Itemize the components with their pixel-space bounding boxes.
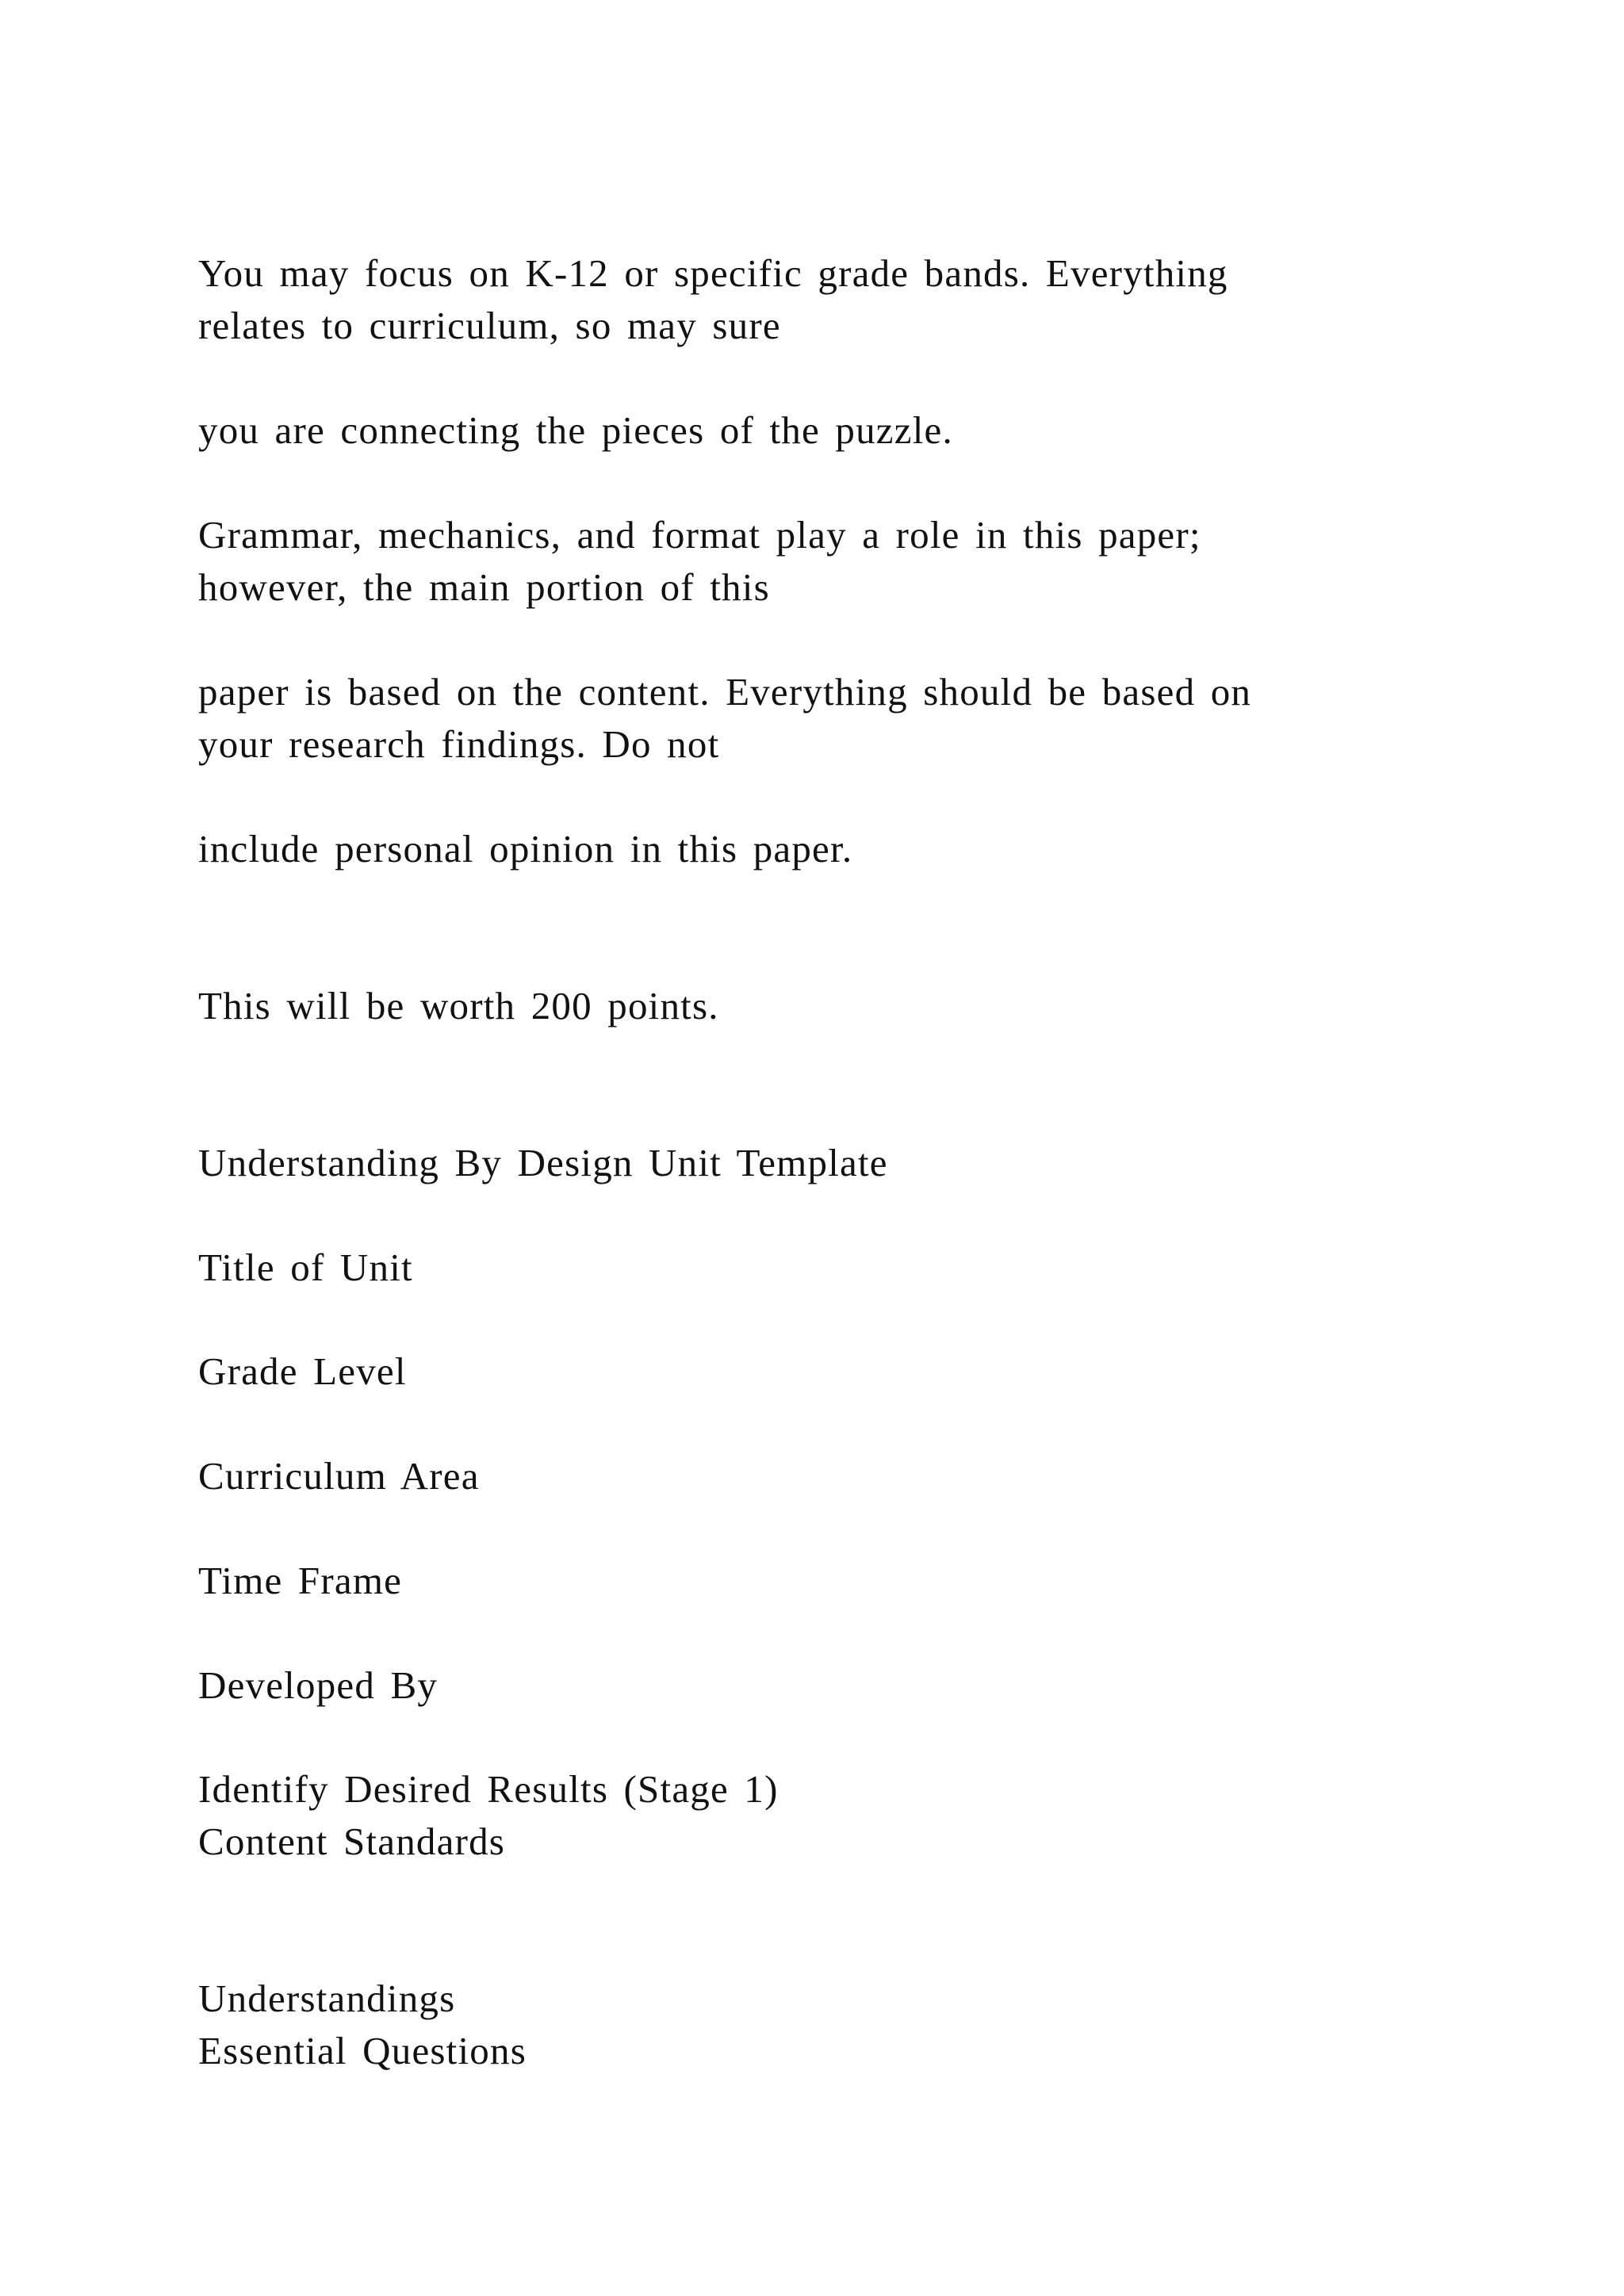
intro-paragraph-4-line-1: paper is based on the content. Everything should be based on (198, 670, 1252, 714)
title-of-unit-label: Title of Unit (198, 1246, 413, 1289)
content-standards-label: Content Standards (198, 1820, 506, 1863)
curriculum-area-label: Curriculum Area (198, 1454, 480, 1498)
intro-paragraph-2-line-1: you are connecting the pieces of the puzzle. (198, 408, 953, 452)
intro-paragraph-1-line-2: relates to curriculum, so may sure (198, 304, 781, 347)
essential-questions-label: Essential Questions (198, 2029, 527, 2072)
points-statement: This will be worth 200 points. (198, 984, 719, 1027)
intro-paragraph-3-line-1: Grammar, mechanics, and format play a role in this paper; (198, 513, 1201, 557)
template-heading: Understanding By Design Unit Template (198, 1141, 888, 1184)
understandings-label: Understandings (198, 1976, 456, 2020)
intro-paragraph-5-line-1: include personal opinion in this paper. (198, 827, 853, 871)
grade-level-label: Grade Level (198, 1349, 407, 1393)
intro-paragraph-4-line-2: your research findings. Do not (198, 722, 720, 766)
developed-by-label: Developed By (198, 1663, 439, 1707)
intro-paragraph-1-line-1: You may focus on K-12 or specific grade bands. Everything (198, 251, 1228, 295)
time-frame-label: Time Frame (198, 1559, 403, 1602)
intro-paragraph-3-line-2: however, the main portion of this (198, 565, 770, 609)
stage-1-heading: Identify Desired Results (Stage 1) (198, 1767, 779, 1811)
